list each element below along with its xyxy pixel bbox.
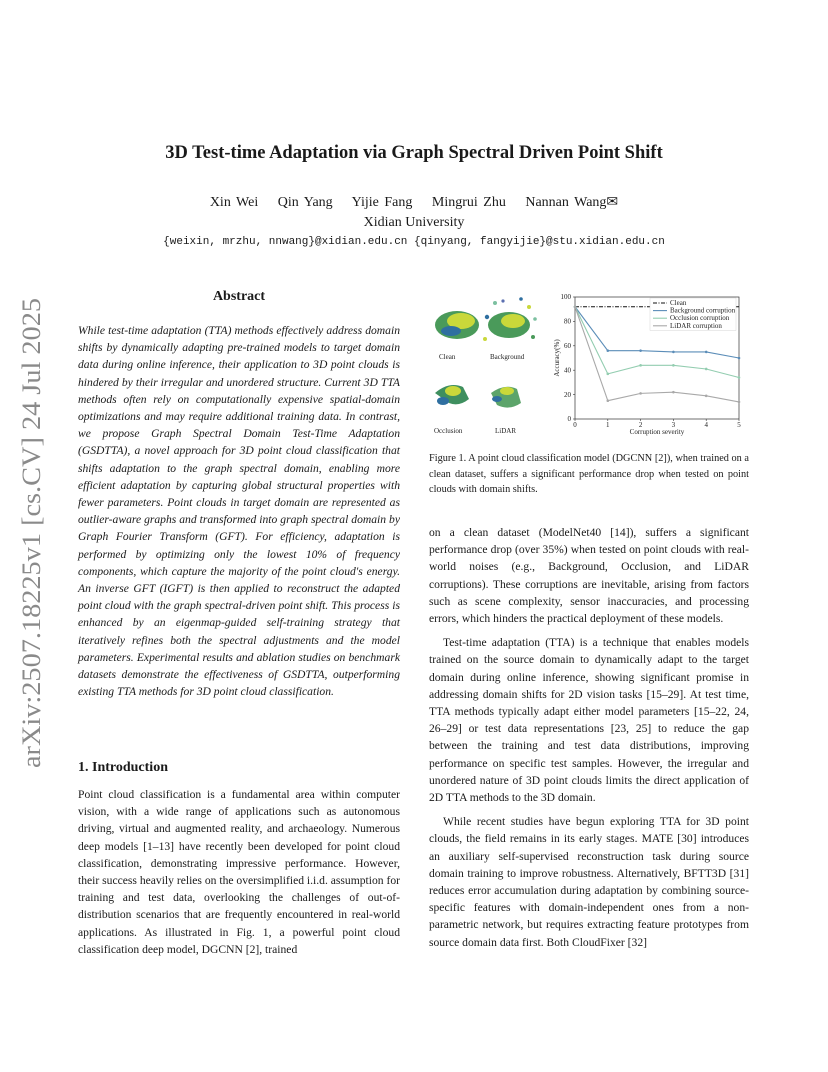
paper-title: 3D Test-time Adaptation via Graph Spectral Driven Point Shift — [165, 143, 663, 163]
author-name: Qin Yang — [277, 195, 333, 210]
y-tick-label: 20 — [564, 390, 571, 399]
data-point — [672, 351, 675, 354]
intro-text — [78, 786, 400, 958]
figure-caption: Figure 1. A point cloud classification model (DGCNN [2]), when trained on a clean dataset, suffers a significant performance drop when tested on point clouds with domain shifts. — [429, 453, 749, 495]
lidar-pointcloud-thumb — [491, 387, 521, 408]
data-point — [607, 373, 610, 376]
x-tick-label: 4 — [704, 421, 708, 429]
arxiv-stamp — [10, 290, 50, 780]
data-point — [639, 364, 642, 367]
author-emails: {weixin, mrzhu, nnwang}@xidian.edu.cn {qinyang, fangyijie}@stu.xidian.edu.cn — [163, 236, 665, 248]
x-tick-label: 2 — [638, 421, 643, 429]
x-axis-label: Corruption severity — [629, 428, 685, 436]
data-point — [738, 401, 741, 404]
accuracy-line-chart — [553, 293, 741, 436]
y-tick-label: 40 — [564, 366, 571, 375]
paragraph: on a clean dataset (ModelNet40 [14]), suffers a significant performance drop (over 35%) when tested on point clouds with real-world noises (e.g., Background, Occlusion, and LiDAR corruptions). These corruptions are inevitable, arising from factors such as scene complexity, sensor inaccuracies, and processing errors, which hinders the practical deployment of these models. — [429, 526, 749, 626]
legend-entry: Background corruption — [670, 306, 736, 315]
thumb-label: Occlusion — [434, 427, 463, 435]
y-tick-label: 80 — [564, 317, 571, 326]
data-point — [672, 364, 675, 367]
paragraph: While recent studies have begun exploring TTA for 3D point clouds, the field remains in its early stages. MATE [30] introduces an auxiliary self-supervised reconstruction task during source domain training to improve robustness. Alternatively, BFTT3D [31] reduces error accumulation during adaptation by combining source-specific features with domain-independent ones from a non-parametric network, but requires extracting feature prototypes from source domain data first. Both CloudFixer [32] — [429, 815, 749, 949]
x-tick-label: 0 — [573, 421, 577, 429]
author-name: Xin Wei — [209, 195, 259, 210]
author-list — [0, 194, 828, 211]
abstract-heading: Abstract — [212, 289, 266, 304]
data-point — [672, 391, 675, 394]
paragraph: Point cloud classification is a fundamental area within computer vision, with a wide range of applications such as autonomous driving, virtual and augmented reality, and archaeology. Numerous deep models [1–13] have recently been developed for point cloud classification, demonstrating impressive performance. However, their success heavily relies on the oversimplified i.i.d. assumption for training and test data, overlooking the challenges of out-of-distribution scenarios that are frequently encountered in real-world applications. As illustrated in Fig. 1, a powerful point cloud classification deep model, DGCNN [2], trained — [78, 788, 400, 956]
thumb-label: Clean — [439, 353, 456, 361]
data-point — [607, 399, 610, 402]
data-point — [738, 357, 741, 360]
y-tick-label: 0 — [567, 415, 571, 424]
data-point — [738, 376, 741, 379]
y-tick-label: 100 — [560, 293, 571, 302]
x-tick-label: 3 — [671, 421, 676, 429]
author-name: Mingrui Zhu — [431, 195, 506, 210]
author-name: Yijie Fang — [351, 195, 413, 210]
occlusion-pointcloud-thumb — [435, 385, 469, 405]
intro-heading: 1. Introduction — [78, 760, 168, 775]
x-tick-label: 5 — [737, 421, 741, 429]
legend-entry: LiDAR corruption — [670, 321, 722, 330]
right-column-text — [429, 524, 749, 958]
figure-graphic — [429, 289, 751, 441]
thumb-label: LiDAR — [495, 427, 516, 435]
paragraph: Test-time adaptation (TTA) is a technique that enables models trained on the source domain to dynamically adapt to the target domain during online inference, showing significant promise in addressing domain shifts for 2D vision tasks [15–29]. At test time, TTA methods typically adapt either model parameters [15–22, 24, 26–29] or test data representations [23, 25] to reduce the gap between the training and test data distributions, improving performance on specific test samples. However, the irregular and unordered nature of 3D point clouds limits the direct application of 2D TTA methods to the 3D domain. — [429, 636, 749, 805]
data-point — [639, 392, 642, 395]
clean-pointcloud-thumb — [435, 311, 479, 339]
y-tick-label: 60 — [564, 342, 571, 350]
legend-entry: Occlusion corruption — [670, 314, 730, 323]
figure-1 — [429, 289, 751, 441]
data-point — [705, 395, 708, 398]
data-point — [639, 349, 642, 352]
legend-entry: Clean — [670, 299, 687, 307]
affiliation: Xidian University — [363, 215, 465, 230]
data-point — [705, 368, 708, 371]
arxiv-id: arXiv:2507.18225v1 [cs.CV] 24 Jul 2025 — [17, 336, 46, 768]
background-pointcloud-thumb — [483, 297, 537, 341]
author-name: Nannan Wang✉ — [525, 195, 619, 210]
y-axis-label: Accuracy(%) — [553, 339, 561, 377]
thumb-label: Background — [490, 353, 525, 361]
data-point — [705, 351, 708, 354]
abstract-text: While test-time adaptation (TTA) methods effectively address domain shifts by dynamically adapting pre-trained models to target domain data during online inference, their application to 3D point clouds is hindered by their irregular and unordered structure. Current 3D TTA methods often rely on computationally expensive spatial-domain optimizations and may require additional training data. In contrast, we propose Graph Spectral Domain Test-Time Adaptation (GSDTTA), a novel approach for 3D point cloud classification that shifts adaptation to the graph spectral domain, enabling more efficient adaptation by capturing global structural properties with fewer parameters. Point clouds in target domain are represented as outlier-aware graphs and transformed into graph spectral domain by Graph Fourier Transform (GFT). For efficiency, adaptation is performed by optimizing only the lowest 10% of frequency components, which capture the majority of the point cloud's energy. An inverse GFT (IGFT) is then applied to reconstruct the adapted point cloud with the graph spectral-driven point shift. This process is enhanced by an eigenmap-guided self-training strategy that iteratively refines both the spectral adjustments and the model parameters. Experimental results and ablation studies on benchmark datasets demonstrate the effectiveness of GSDTTA, outperforming existing TTA methods for 3D point cloud classification. — [78, 324, 400, 699]
x-tick-label: 1 — [606, 421, 610, 429]
data-point — [607, 349, 610, 352]
data-point — [574, 305, 577, 308]
